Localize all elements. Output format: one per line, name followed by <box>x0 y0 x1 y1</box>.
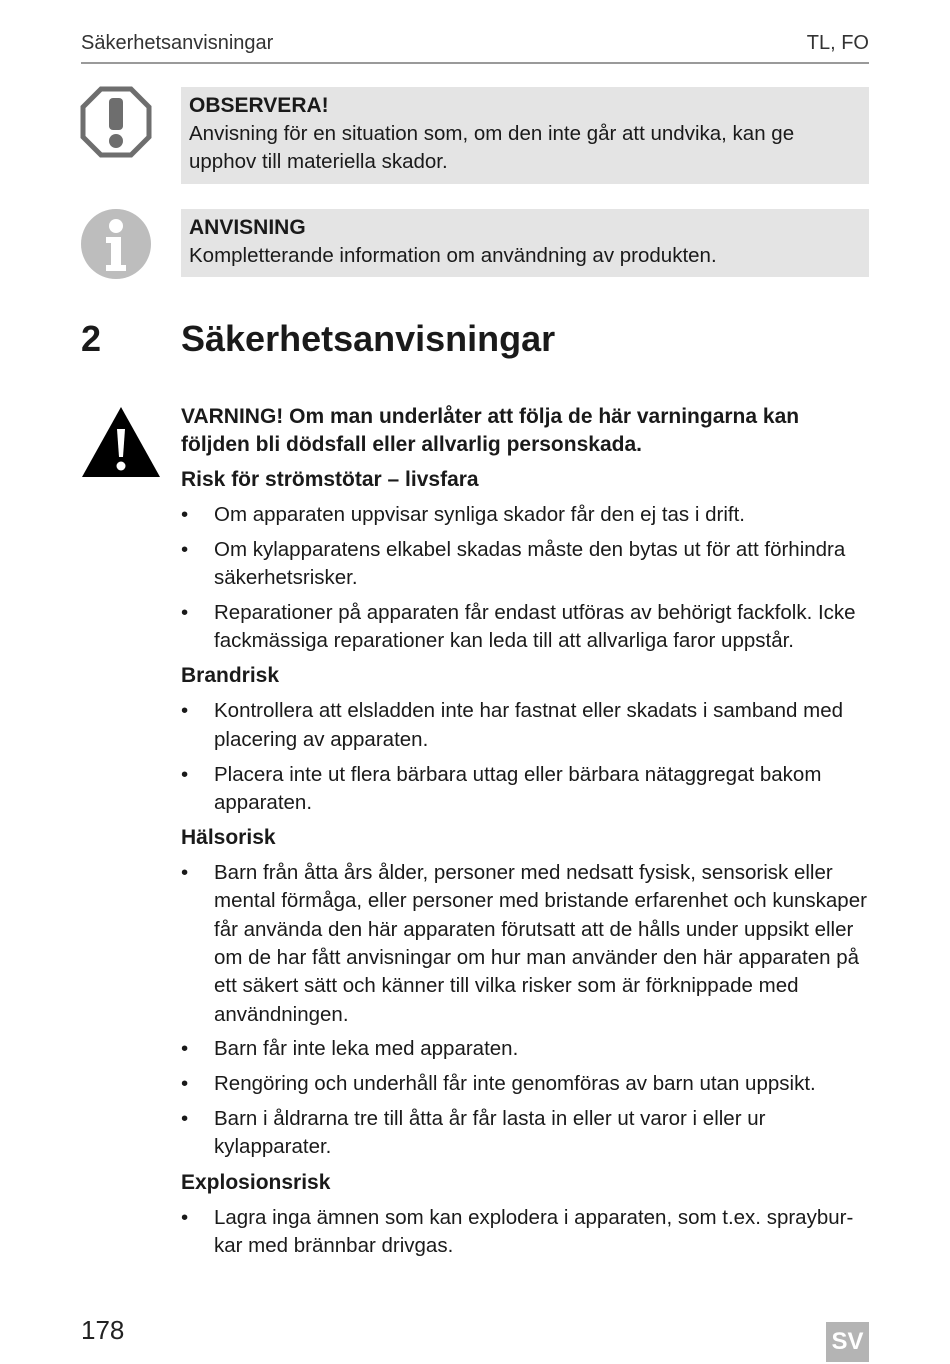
bullet-list <box>181 501 871 655</box>
exclamation-octagon-icon <box>80 86 152 158</box>
bullet-list <box>181 1204 871 1261</box>
section-number: 2 <box>81 318 102 359</box>
section-title: Säkerhetsanvisningar <box>181 318 556 359</box>
info-circle-icon <box>81 209 151 279</box>
notice-observe <box>181 87 869 184</box>
group-heading: Risk för strömstötar – livsfara <box>181 468 479 491</box>
language-badge: SV <box>826 1322 869 1362</box>
list-item: • Lagra inga ämnen som kan explodera i apparaten, som t.ex. sprayburkar med brännbar drivgas. <box>181 1205 854 1257</box>
bullet-list <box>181 697 871 817</box>
warning-text: VARNING! Om man underlåter att följa de här varningarna kan följden bli dödsfall eller allvarlig personskada. <box>181 405 800 456</box>
notice-body: Kompletterande information om användning av produkten. <box>189 244 717 267</box>
list-item: • Kontrollera att elsladden inte har fastnat eller skadats i samband med placering av apparaten. <box>181 699 844 751</box>
notice-title: OBSERVERA! <box>189 94 329 117</box>
group-heading: Explosionsrisk <box>181 1170 331 1194</box>
header-model-codes: TL, FO <box>806 32 869 54</box>
list-item: • Placera inte ut flera bärbara uttag eller bärbara nätaggregat bakom apparaten. <box>181 762 822 814</box>
notice-info <box>181 209 869 277</box>
page-number: 178 <box>81 1315 125 1345</box>
list-item: • Reparationer på apparaten får endast utföras av behörigt fackfolk. Icke fackmässiga reparationer kan leda till att allvarliga faror uppstår. <box>181 600 856 653</box>
list-item: • Barn i åldrarna tre till åtta år får lasta in eller ut varor i eller ur kylapparater. <box>181 1107 766 1159</box>
header-section-title: Säkerhetsanvisningar <box>81 32 274 54</box>
safety-content <box>181 403 871 1267</box>
warning-triangle-icon <box>80 405 162 479</box>
bullet-list <box>181 859 871 1161</box>
notice-body: Anvisning för en situation som, om den inte går att undvika, kan ge upphov till materiella skador. <box>189 122 795 173</box>
list-item: • Barn får inte leka med apparaten. <box>181 1037 519 1061</box>
group-heading: Brandrisk <box>181 664 280 688</box>
list-item: • Rengöring och underhåll får inte genomföras av barn utan uppsikt. <box>181 1072 816 1096</box>
notice-title: ANVISNING <box>189 216 306 239</box>
page-header <box>81 30 869 64</box>
group-heading: Hälsorisk <box>181 826 276 850</box>
list-item: • Om kylapparatens elkabel skadas måste den bytas ut för att förhindra säkerhetsrisker. <box>181 537 846 590</box>
list-item: • Om apparaten uppvisar synliga skador får den ej tas i drift. <box>181 503 745 526</box>
list-item: • Barn från åtta års ålder, personer med nedsatt fysisk, sensorisk eller mental förmåga, eller personer med bristande erfarenhet och kunskaper får använda den här apparaten förutsatt att de hålls under uppsikt eller om de har fått anvisningar om hur man använder den här apparaten på ett säkert sätt och känner till vilka risker som är förknippade med användningen. <box>181 861 867 1026</box>
